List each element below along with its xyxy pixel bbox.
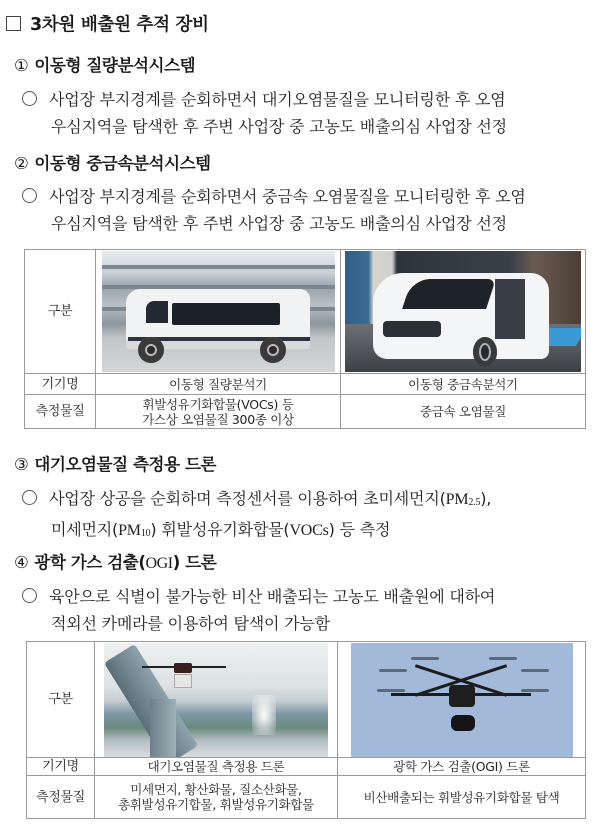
white-minivan-photo: [345, 251, 581, 372]
white-van-photo: [102, 251, 335, 372]
substance-line: 미세먼지, 황산화물, 질소산화물,: [130, 782, 302, 797]
row-label-device: 기기명: [25, 374, 96, 395]
table-row: [27, 758, 586, 776]
item-4-paragraph: [22, 583, 495, 637]
photo-cell: [341, 250, 586, 374]
item-number: ②: [14, 154, 29, 173]
item-number: ③: [14, 455, 29, 474]
device-name-cell: 광학 가스 검출(OGI) 드론: [338, 758, 586, 776]
item-1-heading: [14, 52, 195, 76]
row-label-category: 구분: [25, 250, 96, 374]
device-name-cell: 이동형 질량분석기: [96, 374, 341, 395]
item-number: ①: [14, 56, 29, 75]
row-label-substance: 측정물질: [25, 395, 96, 429]
square-bullet-icon: [6, 16, 21, 31]
table-row: [25, 374, 586, 395]
substance-line: 중금속 오염물질: [419, 404, 507, 419]
item-heading-text: 대기오염물질 측정용 드론: [34, 455, 217, 474]
drone-over-factory-photo: [104, 643, 328, 757]
substance-cell: [341, 395, 586, 429]
section-title-text: 3차원 배출원 추적 장비: [30, 15, 209, 35]
row-label-device: 기기명: [27, 758, 95, 776]
table-row: [25, 395, 586, 429]
table-row: [27, 776, 586, 819]
paragraph-line: 사업장 부지경계를 순회하면서 중금속 오염물질을 모니터링한 후 오염: [49, 187, 526, 206]
circle-bullet-icon: [22, 490, 37, 505]
substance-line: 휘발성유기화합물(VOCs) 등: [142, 396, 294, 412]
circle-bullet-icon: [22, 188, 37, 203]
paragraph-line: 우심지역을 탐색한 후 주변 사업장 중 고농도 배출의심 사업장 선정: [51, 117, 507, 136]
substance-cell: [95, 776, 338, 819]
substance-cell: [96, 395, 341, 429]
paragraph-line: 육안으로 식별이 불가능한 비산 배출되는 고농도 배출원에 대하여: [49, 587, 496, 606]
row-label-substance: 측정물질: [27, 776, 95, 819]
circle-bullet-icon: [22, 91, 37, 106]
substance-cell: [338, 776, 586, 819]
equipment-table-2: [26, 641, 586, 819]
substance-line: 비산배출되는 휘발성유기화합물 탐색: [363, 789, 560, 805]
photo-cell: [96, 250, 341, 374]
row-label-category: 구분: [27, 642, 95, 758]
item-1-paragraph: [22, 86, 507, 140]
paragraph-line: 우심지역을 탐색한 후 주변 사업장 중 고농도 배출의심 사업장 선정: [51, 214, 507, 233]
paragraph-line: 적외선 카메라를 이용하여 탐색이 가능함: [51, 614, 330, 633]
paragraph-line: 사업장 부지경계를 순회하면서 대기오염물질을 모니터링한 후 오염: [49, 90, 506, 109]
item-4-heading: ④ 광학 가스 검출(OGI) 드론: [14, 553, 217, 572]
item-2-heading: [14, 150, 211, 174]
item-3-heading: [14, 451, 216, 475]
item-heading-text: 이동형 질량분석시스템: [34, 56, 196, 75]
circle-bullet-icon: [22, 588, 37, 603]
photo-cell: [338, 642, 586, 758]
photo-cell: [95, 642, 338, 758]
equipment-table-1: [24, 249, 586, 429]
item-number: ④: [14, 553, 29, 572]
item-2-paragraph: [22, 183, 526, 237]
table-row: [25, 250, 586, 374]
device-name-cell: 이동형 중금속분석기: [341, 374, 586, 395]
item-3-paragraph: 사업장 상공을 순회하며 측정센서를 이용하여 초미세먼지$(PM_{2.5})$, 미세먼지$(PM_{10})$ 휘발성유기화합물(VOCs) 등 측정: [22, 485, 491, 547]
item-heading-text: 이동형 중금속분석시스템: [34, 154, 211, 173]
table-row: [27, 642, 586, 758]
device-name-cell: 대기오염물질 측정용 드론: [95, 758, 338, 776]
section-title: [6, 11, 209, 36]
hexacopter-sky-photo: [351, 643, 573, 757]
substance-line: 가스상 오염물질 300종 이상: [142, 411, 294, 427]
paragraph-text: 사업장 상공을 순회하며 측정센서를 이용하여 초미세먼지(: [49, 489, 446, 508]
substance-line: 총휘발성유기합물, 휘발성유기화합물: [118, 797, 314, 812]
